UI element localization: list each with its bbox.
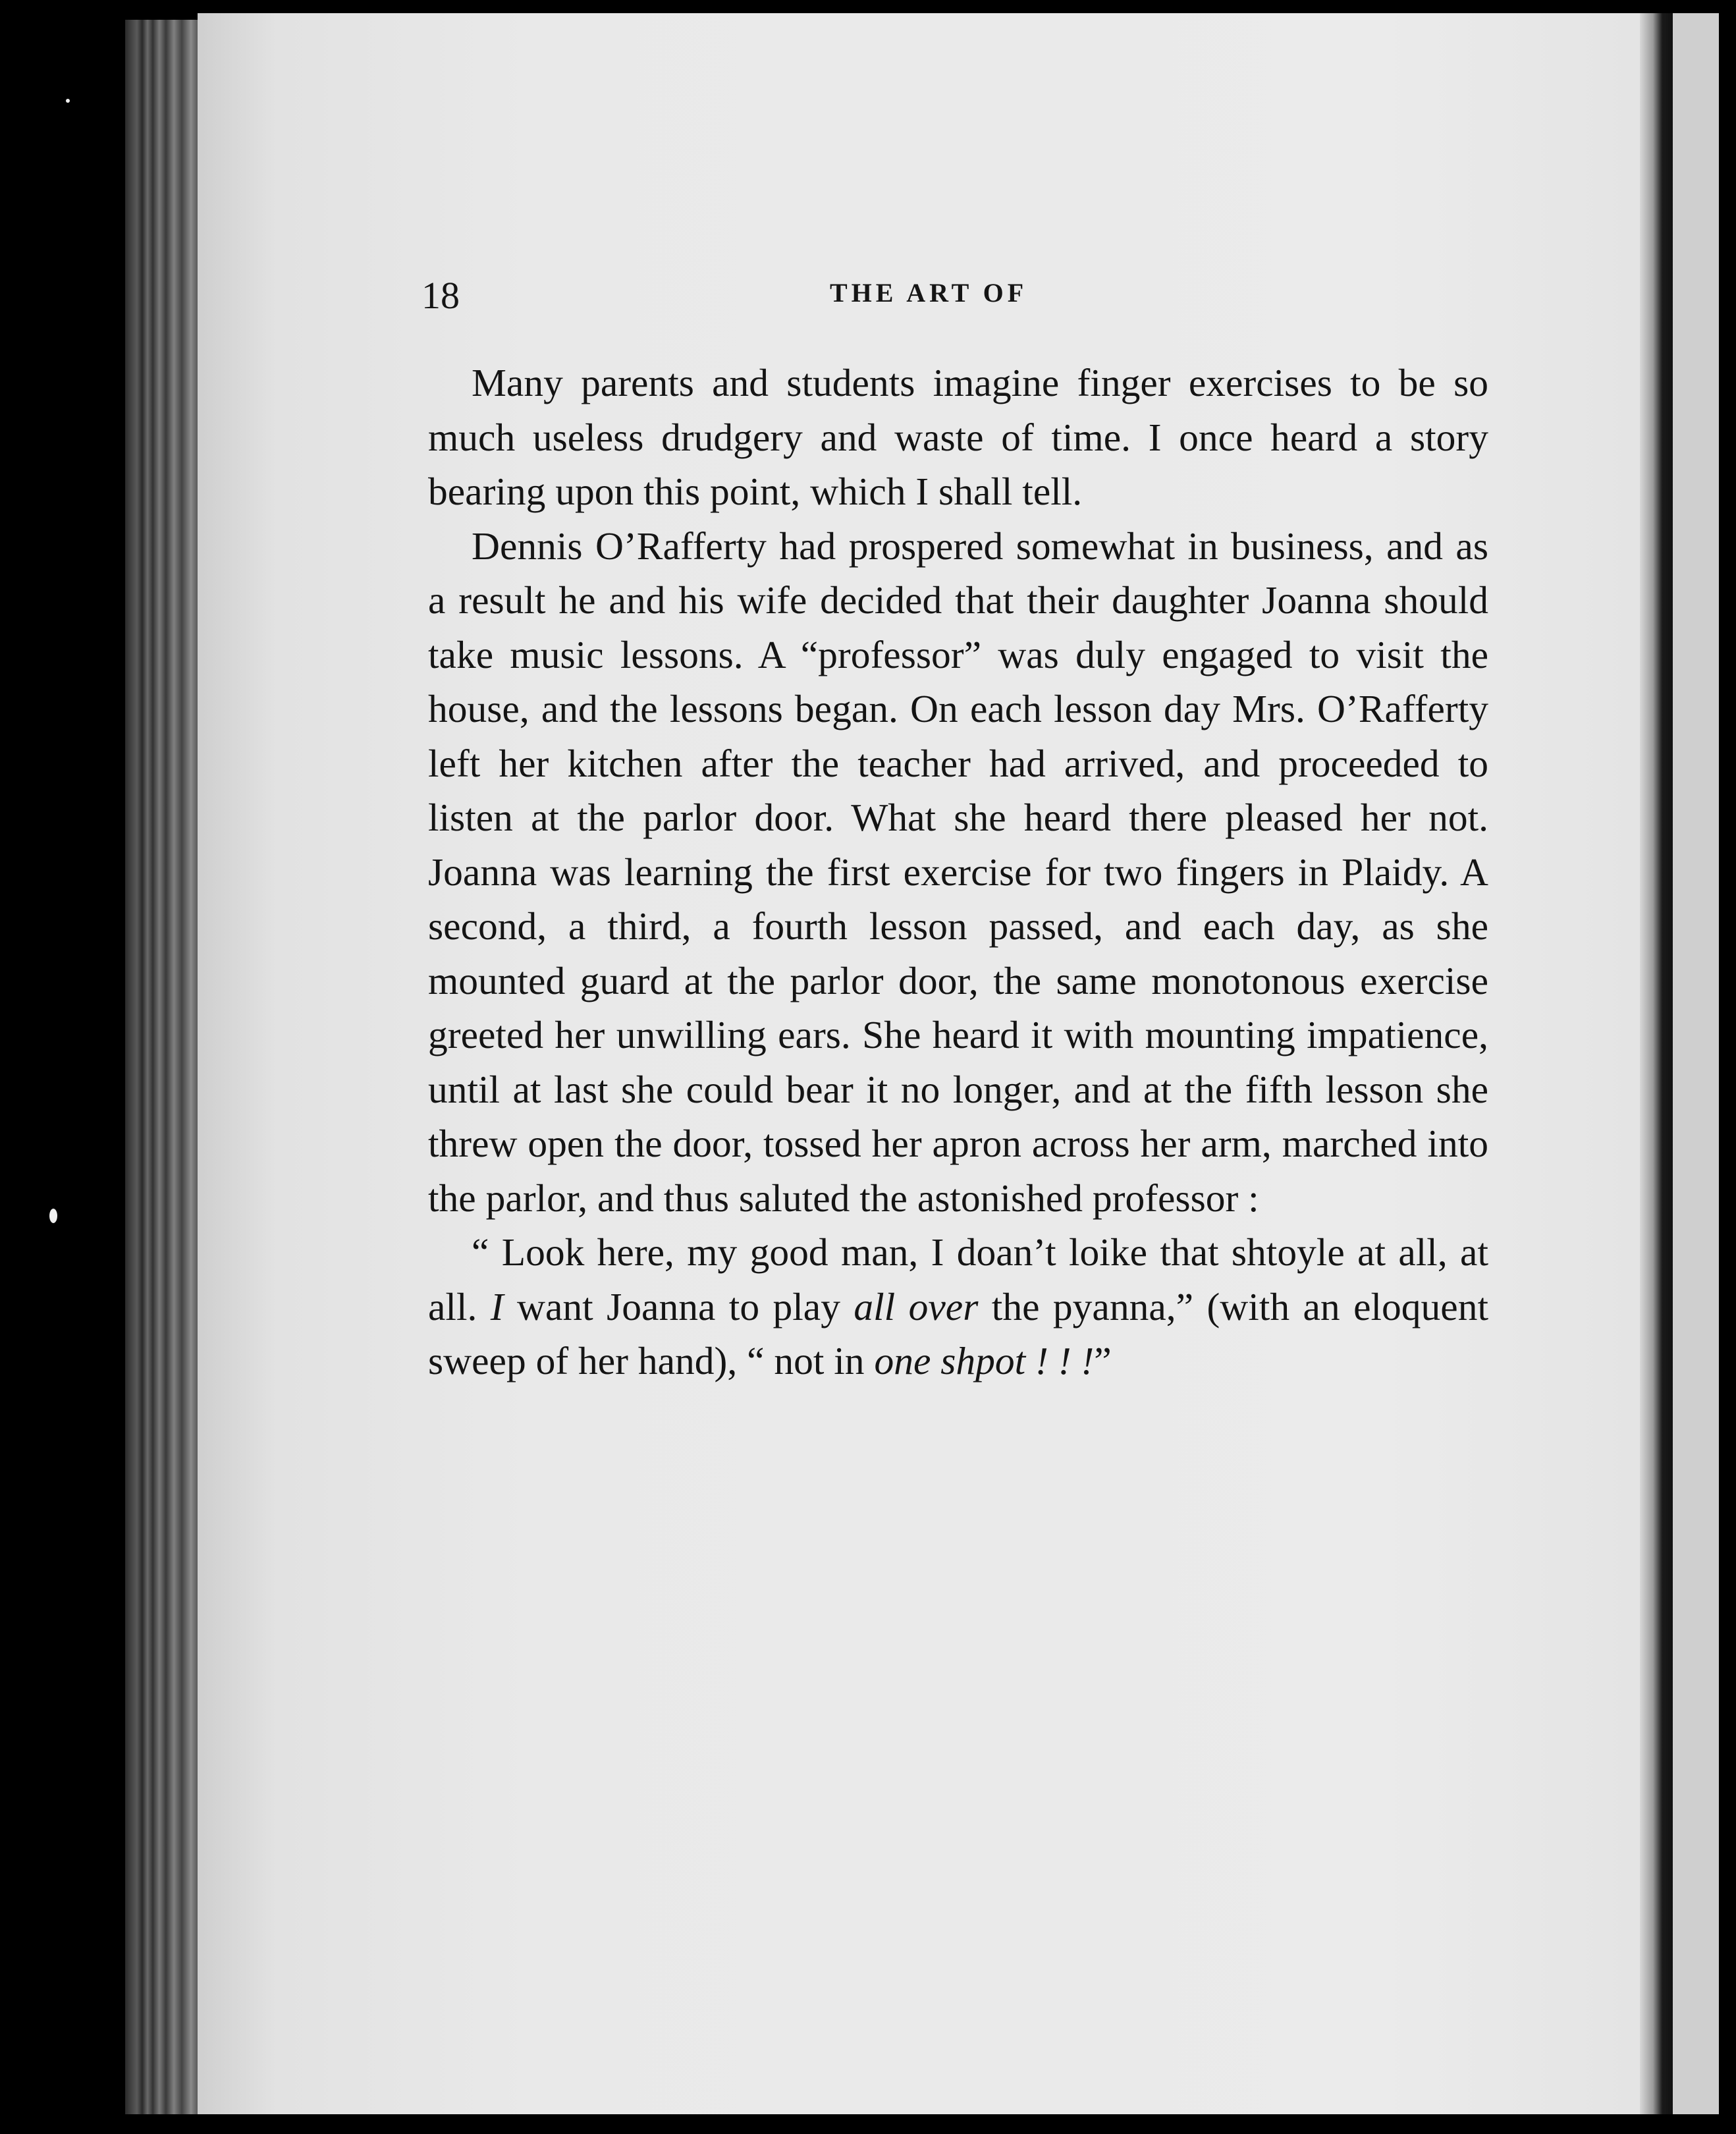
text-run: the pyanna,” (with an eloquent sweep of her hand), “ not in: [428, 1284, 1488, 1382]
binding-gutter: [1640, 13, 1673, 2114]
italic-text: one shpot ! ! !: [874, 1339, 1095, 1382]
body-text: [428, 356, 1488, 1388]
paragraph: [428, 1225, 1488, 1388]
facing-page-edge: [1673, 13, 1719, 2114]
dust-speck: [49, 1209, 57, 1223]
paragraph: Many parents and students imagine finger exercises to be so much useless drudgery and waste of time. I once heard a story bearing upon this point, which I shall tell.: [428, 361, 1488, 513]
italic-text: all over: [854, 1284, 979, 1328]
running-head: THE ART OF: [830, 278, 1028, 308]
page-number: 18: [421, 274, 460, 317]
italic-text: I: [490, 1284, 504, 1328]
running-header: [421, 273, 1488, 317]
text-run: want Joanna to play: [503, 1284, 854, 1328]
text-run: ”: [1094, 1339, 1112, 1382]
dust-speck: [66, 99, 70, 103]
text-run: “ Look here, my good man, I doan’t loike that shtoyle at all, at all.: [428, 1230, 1488, 1328]
paragraph: Dennis O’Rafferty had prospered somewhat in business, and as a result he and his wife decided that their daughter Joanna should take music lessons. A “professor” was duly engaged to visit the house, and the lessons began. On each lesson day Mrs. O’Rafferty left her kitchen after the teacher had arrived, and proceeded to listen at the parlor door. What she heard there pleased her not. Joanna was learning the first exercise for two fingers in Plaidy. A second, a third, a fourth lesson passed, and each day, as she mounted guard at the parlor door, the same monotonous exercise greeted her unwilling ears. She heard it with mounting impatience, until at last she could bear it no longer, and at the fifth lesson she threw open the door, tossed her apron across her arm, marched into the parlor, and thus saluted the astonished professor :: [428, 524, 1488, 1220]
